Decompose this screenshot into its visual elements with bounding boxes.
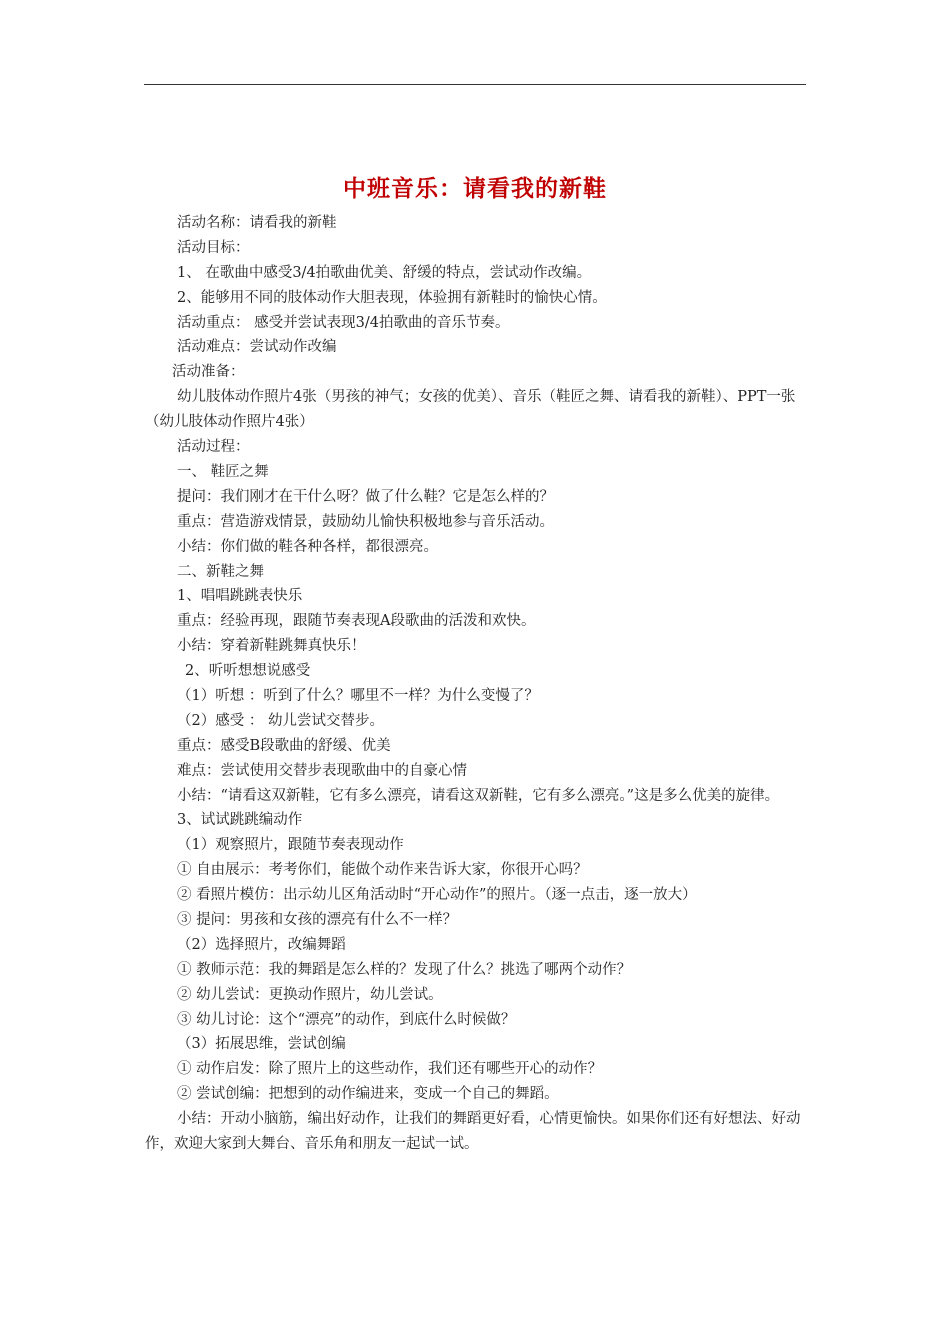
paragraph: ② 看照片模仿：出示幼儿区角活动时“开心动作”的照片。（逐一点击，逐一放大）: [177, 887, 697, 904]
paragraph: 幼儿肢体动作照片4张（男孩的神气；女孩的优美）、音乐（鞋匠之舞、请看我的新鞋）、PPT一张（幼儿肢体动作照片4张）: [145, 389, 796, 431]
paragraph: 一、 鞋匠之舞: [177, 463, 269, 480]
paragraph: （2）选择照片，改编舞蹈: [177, 936, 346, 953]
paragraph: 提问：我们刚才在干什么呀？做了什么鞋？它是怎么样的？: [177, 488, 554, 505]
paragraph: 二、新鞋之舞: [177, 563, 264, 580]
paragraph: 1、唱唱跳跳表快乐: [177, 588, 303, 605]
paragraph: ① 自由展示：考考你们，能做个动作来告诉大家，你很开心吗？: [177, 862, 588, 879]
document-title: 中班音乐：请看我的新鞋: [343, 175, 607, 202]
paragraph: 活动名称：请看我的新鞋: [177, 215, 337, 231]
paragraph: ① 教师示范：我的舞蹈是怎么样的？发现了什么？挑选了哪两个动作？: [177, 961, 632, 978]
paragraph: （2）感受 ： 幼儿尝试交替步。: [177, 712, 384, 729]
paragraph: 2、听听想想说感受: [185, 663, 311, 680]
paragraph: 重点：感受B段歌曲的舒缓、优美: [177, 737, 391, 754]
paragraph: 重点：经验再现，跟随节奏表现A段歌曲的活泼和欢快。: [177, 613, 536, 630]
paragraph: 小结：“请看这双新鞋，它有多么漂亮，请看这双新鞋，它有多么漂亮。”这是多么优美的旋律。: [177, 787, 780, 804]
paragraph: ② 幼儿尝试：更换动作照片，幼儿尝试。: [177, 986, 443, 1003]
header-rule: [144, 84, 806, 85]
paragraph: 小结：开动小脑筋，编出好动作，让我们的舞蹈更好看，心情更愉快。如果你们还有好想法、好动作，欢迎大家到大舞台、音乐角和朋友一起试一试。: [145, 1111, 801, 1153]
paragraph: 活动过程：: [177, 439, 250, 456]
paragraph: 难点：尝试使用交替步表现歌曲中的自豪心情: [177, 762, 467, 779]
paragraph: ① 动作启发：除了照片上的这些动作，我们还有哪些开心的动作？: [177, 1061, 603, 1078]
paragraph: 活动准备：: [172, 364, 245, 381]
paragraph: 3、试试跳跳编动作: [177, 812, 303, 829]
paragraph: 活动难点：尝试动作改编: [177, 339, 337, 356]
paragraph: 活动目标：: [177, 239, 250, 256]
paragraph: 小结：你们做的鞋各种各样，都很漂亮。: [177, 538, 438, 555]
paragraph: 活动重点： 感受并尝试表现3/4拍歌曲的音乐节奏。: [177, 314, 510, 331]
paragraph: （3）拓展思维，尝试创编: [177, 1036, 346, 1053]
document-body: [145, 211, 811, 1157]
paragraph: （1）观察照片，跟随节奏表现动作: [177, 837, 404, 854]
paragraph: ③ 提问：男孩和女孩的漂亮有什么不一样？: [177, 911, 458, 928]
paragraph: ③ 幼儿讨论：这个“漂亮”的动作，到底什么时候做？: [177, 1011, 516, 1028]
paragraph: 1、 在歌曲中感受3/4拍歌曲优美、舒缓的特点，尝试动作改编。: [177, 264, 592, 281]
paragraph: 重点：营造游戏情景，鼓励幼儿愉快积极地参与音乐活动。: [177, 513, 554, 530]
paragraph: 2、能够用不同的肢体动作大胆表现，体验拥有新鞋时的愉快心情。: [177, 289, 607, 306]
paragraph: （1）听想 ：听到了什么？哪里不一样？为什么变慢了？: [177, 687, 539, 704]
paragraph: 小结：穿着新鞋跳舞真快乐！: [177, 638, 366, 655]
paragraph: ② 尝试创编：把想到的动作编进来，变成一个自己的舞蹈。: [177, 1086, 559, 1103]
